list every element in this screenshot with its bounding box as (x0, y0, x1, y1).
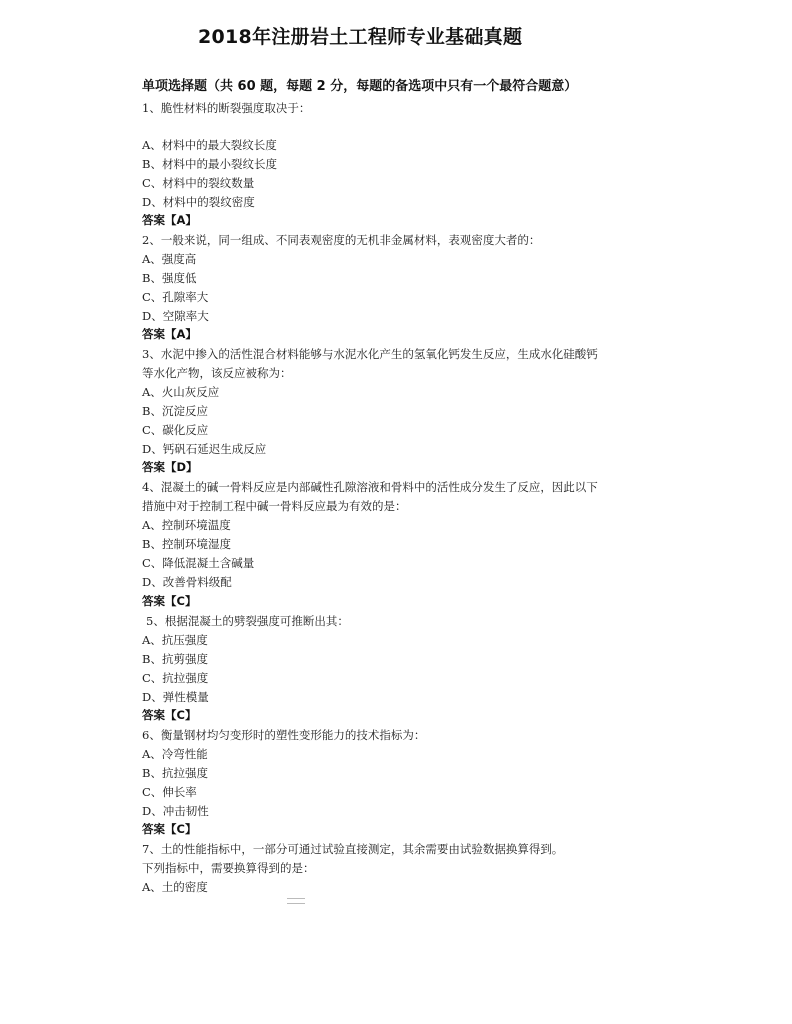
option-text: D、冲击韧性 (142, 804, 209, 818)
section-heading: 单项选择题（共 60 题，每题 2 分，每题的备选项中只有一个最符合题意） (142, 79, 578, 94)
question-text: 1、脆性材料的断裂强度取决于： (142, 101, 311, 115)
option-text: C、抗拉强度 (142, 671, 209, 685)
option-text: A、土的密度 (142, 880, 208, 894)
option-text: B、材料中的最小裂纹长度 (142, 157, 277, 171)
question-text: 4、混凝土的碱一骨料反应是内部碱性孔隙溶液和骨料中的活性成分发生了反应，因此以下 (142, 480, 598, 494)
option-text: D、钙矾石延迟生成反应 (142, 442, 267, 456)
option-text: C、材料中的裂纹数量 (142, 176, 255, 190)
option-text: C、碳化反应 (142, 423, 209, 437)
question-text: 6、衡量钢材均匀变形时的塑性变形能力的技术指标为： (142, 728, 426, 742)
option-text: A、火山灰反应 (142, 385, 220, 399)
option-text: C、孔隙率大 (142, 290, 209, 304)
answer-text: 答案【D】 (142, 460, 198, 474)
question-text: 7、土的性能指标中，一部分可通过试验直接测定，其余需要由试验数据换算得到。 (142, 842, 564, 856)
question-text: 措施中对于控制工程中碱一骨料反应最为有效的是： (142, 499, 407, 513)
question-text: 等水化产物，该反应被称为： (142, 366, 292, 380)
question-text: 3、水泥中掺入的活性混合材料能够与水泥水化产生的氢氧化钙发生反应，生成水化硅酸钙 (142, 347, 598, 361)
answer-text: 答案【C】 (142, 822, 197, 836)
option-text: A、强度高 (142, 252, 197, 266)
option-text: A、抗压强度 (142, 633, 208, 647)
question-text: 5、根据混凝土的劈裂强度可推断出其： (146, 614, 349, 628)
option-text: A、控制环境温度 (142, 518, 231, 532)
option-text: A、冷弯性能 (142, 747, 208, 761)
answer-text: 答案【A】 (142, 213, 197, 227)
question-text: 2、一般来说，同一组成、不同表观密度的无机非金属材料，表观密度大者的： (142, 233, 541, 247)
question-text: 下列指标中，需要换算得到的是： (142, 861, 315, 875)
option-text: D、空隙率大 (142, 309, 209, 323)
option-text: D、弹性模量 (142, 690, 209, 704)
answer-text: 答案【C】 (142, 594, 197, 608)
option-text: D、材料中的裂纹密度 (142, 195, 255, 209)
option-text: D、改善骨料级配 (142, 575, 232, 589)
option-text: A、材料中的最大裂纹长度 (142, 138, 277, 152)
page-title: 2018年注册岩土工程师专业基础真题 (198, 26, 523, 48)
option-text: C、降低混凝土含碱量 (142, 556, 255, 570)
option-text: B、抗剪强度 (142, 652, 208, 666)
option-text: B、沉淀反应 (142, 404, 208, 418)
option-text: B、抗拉强度 (142, 766, 208, 780)
answer-text: 答案【A】 (142, 327, 197, 341)
option-text: B、强度低 (142, 271, 197, 285)
page-footer-mark (287, 898, 305, 904)
option-text: C、伸长率 (142, 785, 197, 799)
option-text: B、控制环境湿度 (142, 537, 231, 551)
answer-text: 答案【C】 (142, 708, 197, 722)
